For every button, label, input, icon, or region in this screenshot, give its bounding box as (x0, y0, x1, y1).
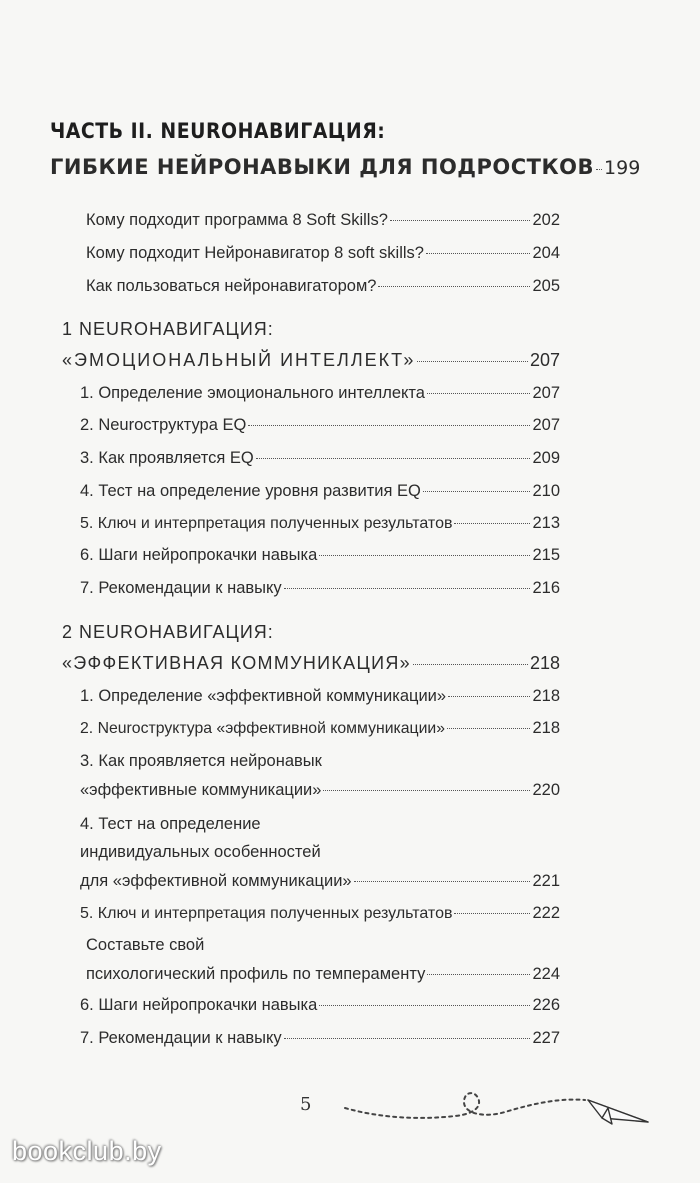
page-number: 5 (300, 1094, 312, 1115)
page-ref: 220 (532, 781, 560, 799)
dot-leader (596, 169, 602, 170)
dot-leader (354, 881, 531, 882)
toc-entry-label: 3. Как проявляется нейронавык (80, 752, 322, 770)
toc-entry-label: «эффективные коммуникации» (80, 781, 322, 799)
toc-entry[interactable] (86, 244, 560, 263)
dot-leader (378, 286, 530, 287)
toc-entry-label: 4. Тест на определение (80, 815, 261, 833)
page-ref: 207 (532, 416, 560, 434)
page-ref: 226 (532, 996, 560, 1014)
chapter2-title-line1: 2 NEURОНАВИГАЦИЯ: (62, 622, 274, 642)
dot-leader (319, 1005, 530, 1006)
page-ref: 218 (532, 687, 560, 705)
dot-leader (323, 790, 530, 791)
page-ref: 224 (532, 965, 560, 983)
dot-leader (256, 458, 531, 459)
toc-entry-label: 1. Определение эмоционального интеллекта (80, 384, 425, 402)
dot-leader (413, 664, 528, 665)
toc-entry[interactable] (80, 449, 560, 468)
toc-entry-label: Кому подходит Нейронавигатор 8 soft skills? (86, 244, 424, 262)
page-ref: 209 (532, 449, 560, 467)
dot-leader (454, 523, 530, 524)
page-ref: 205 (532, 277, 560, 295)
dot-leader (284, 588, 531, 589)
chapter1-title-line2: «ЭМОЦИОНАЛЬНЫЙ ИНТЕЛЛЕКТ» (62, 350, 416, 370)
toc-entry-label: 6. Шаги нейропрокачки навыка (80, 546, 318, 564)
dot-leader (423, 491, 531, 492)
toc-entry[interactable] (80, 781, 560, 800)
toc-entry[interactable] (80, 872, 560, 891)
dot-leader (448, 696, 530, 697)
toc-entry[interactable] (80, 514, 560, 533)
toc-entry[interactable] (80, 546, 560, 565)
toc-entry-label: 7. Рекомендации к навыку (80, 1029, 282, 1047)
toc-entry-label: 2. Neurоструктура EQ (80, 416, 247, 434)
toc-entry-label: Кому подходит программа 8 Soft Skills? (86, 211, 388, 229)
page-ref: 218 (532, 719, 560, 737)
part-title-line2: ГИБКИЕ НЕЙРОНАВЫКИ ДЛЯ ПОДРОСТКОВ (50, 155, 595, 179)
dot-leader (390, 220, 531, 221)
part-title-line1: ЧАСТЬ II. NEURОНАВИГАЦИЯ: (50, 119, 386, 143)
chapter2-title-row[interactable] (62, 653, 560, 674)
part-title-row[interactable] (50, 155, 641, 179)
toc-entry-label: 5. Ключ и интерпретация полученных результатов (80, 515, 453, 532)
toc-entry-label: 3. Как проявляется EQ (80, 449, 254, 467)
dot-leader (427, 974, 530, 975)
page-ref: 207 (529, 350, 560, 370)
page-ref: 213 (532, 514, 560, 532)
toc-entry[interactable] (86, 965, 560, 984)
page-ref: 218 (529, 653, 560, 673)
toc-entry-label: 7. Рекомендации к навыку (80, 579, 282, 597)
page-ref: 199 (604, 157, 641, 179)
toc-entry[interactable] (80, 996, 560, 1015)
toc-entry[interactable] (80, 904, 560, 923)
toc-entry[interactable] (80, 579, 560, 598)
toc-entry[interactable] (80, 416, 560, 435)
page-ref: 216 (532, 579, 560, 597)
toc-entry-label: индивидуальных особенностей (80, 843, 321, 861)
page-ref: 210 (532, 482, 560, 500)
toc-entry[interactable] (80, 482, 560, 501)
toc-entry-label: Как пользоваться нейронавигатором? (86, 277, 377, 295)
dot-leader (284, 1038, 531, 1039)
chapter1-title-row[interactable] (62, 350, 560, 371)
toc-entry-label: для «эффективной коммуникации» (80, 872, 352, 890)
toc-entry-label: 1. Определение «эффективной коммуникации» (80, 687, 447, 705)
toc-entry[interactable] (80, 1029, 560, 1048)
toc-entry[interactable] (80, 687, 560, 706)
chapter2-title-line2: «ЭФФЕКТИВНАЯ КОММУНИКАЦИЯ» (62, 653, 411, 673)
dot-leader (248, 425, 530, 426)
dot-leader (447, 728, 530, 729)
dot-leader (426, 253, 531, 254)
paper-plane-icon (340, 1078, 660, 1138)
dot-leader (417, 361, 528, 362)
page-ref: 204 (532, 244, 560, 262)
page-ref: 207 (532, 384, 560, 402)
toc-entry[interactable] (86, 277, 560, 296)
toc-entry-label: 2. Neurоструктура «эффективной коммуникации» (80, 720, 446, 737)
toc-entry-label: 4. Тест на определение уровня развития EQ (80, 482, 421, 500)
toc-entry-label: Составьте свой (86, 936, 205, 954)
page-ref: 222 (532, 904, 560, 922)
dot-leader (319, 555, 530, 556)
chapter1-title-line1: 1 NEURОНАВИГАЦИЯ: (62, 319, 274, 339)
watermark: bookclub.by (12, 1136, 162, 1166)
page-ref: 202 (532, 211, 560, 229)
toc-entry[interactable] (80, 384, 560, 403)
toc-entry-label: 6. Шаги нейропрокачки навыка (80, 996, 318, 1014)
toc-entry-label: 5. Ключ и интерпретация полученных результатов (80, 905, 453, 922)
dot-leader (427, 393, 530, 394)
toc-entry[interactable] (86, 211, 560, 230)
page-ref: 221 (532, 872, 560, 890)
page-ref: 227 (532, 1029, 560, 1047)
toc-entry-label: психологический профиль по темпераменту (86, 965, 426, 983)
page-ref: 215 (532, 546, 560, 564)
toc-entry[interactable] (80, 719, 560, 738)
dot-leader (454, 913, 530, 914)
